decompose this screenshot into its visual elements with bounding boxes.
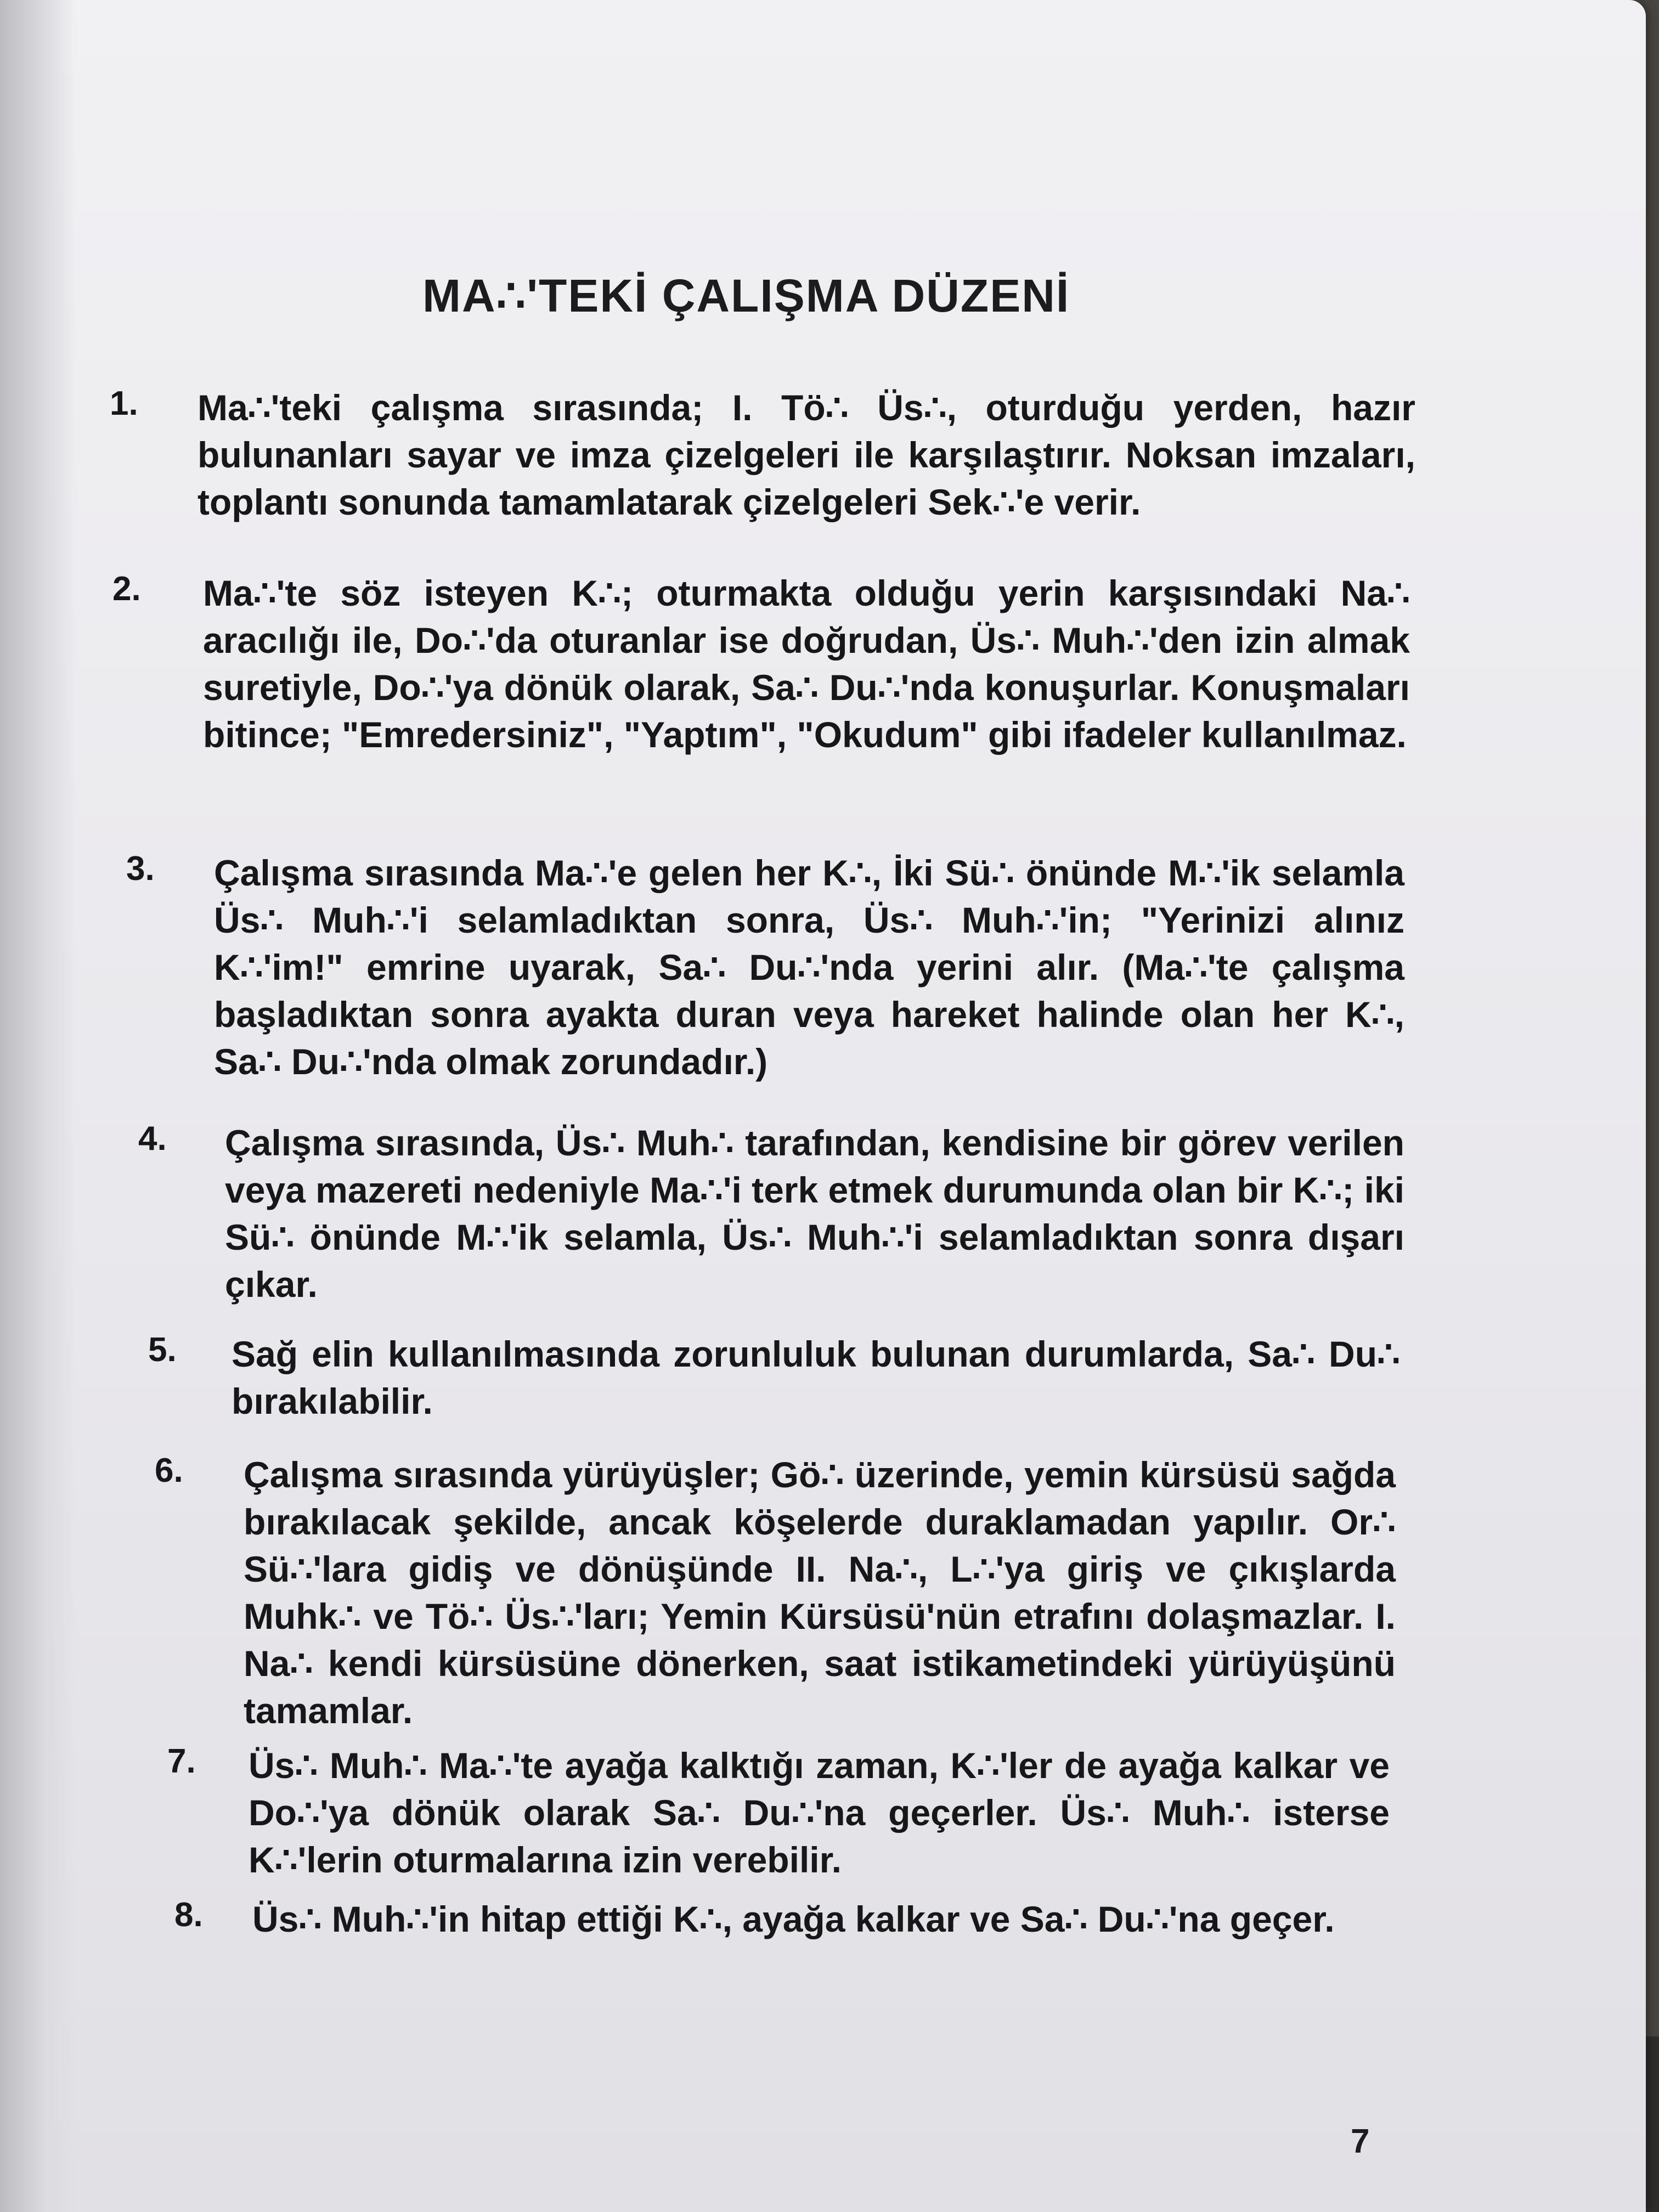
page-title: MA∴'TEKİ ÇALIŞMA DÜZENİ bbox=[422, 270, 1070, 321]
item-number: 7. bbox=[167, 1742, 196, 1780]
item-text: Çalışma sırasında Ma∴'e gelen her K∴, İki Sü∴ önünde M∴'ik selamla Üs∴ Muh∴'i selamladıktan sonra, Üs∴ Muh∴'in; "Yerinizi alınız K∴'im!" emrine uyarak, Sa∴ Du∴'nda yerini alır. (Ma∴'te çalışma başladıktan sonra ayakta duran veya hareket halinde olan her K∴, Sa∴ Du∴'nda olmak zorundadır.) bbox=[214, 853, 1404, 1082]
item-text: Üs∴ Muh∴'in hitap ettiği K∴, ayağa kalkar ve Sa∴ Du∴'na geçer. bbox=[252, 1899, 1335, 1939]
item-number: 1. bbox=[110, 385, 138, 422]
item-number: 8. bbox=[174, 1896, 203, 1934]
page-spine-shadow bbox=[0, 0, 77, 2212]
item-text: Üs∴ Muh∴ Ma∴'te ayağa kalktığı zaman, K∴'ler de ayağa kalkar ve Do∴'ya dönük olarak Sa∴ Du∴'na geçerler. Üs∴ Muh∴ isterse K∴'lerin oturmalarına izin verebilir. bbox=[249, 1745, 1390, 1880]
item-number: 4. bbox=[138, 1120, 167, 1158]
item-text: Çalışma sırasında yürüyüşler; Gö∴ üzerinde, yemin kürsüsü sağda bırakılacak şekilde, ancak köşelerde duraklamadan yapılır. Or∴ Sü∴'lara gidiş ve dönüşünde II. Na∴, L∴'ya giriş ve çıkışlarda Muhk∴ ve Tö∴ Üs∴'ları; Yemin Kürsüsü'nün etrafını dolaşmazlar. I. Na∴ kendi kürsüsüne dönerken, saat istikametindeki yürüyüşünü tamamlar. bbox=[244, 1454, 1396, 1731]
item-number: 6. bbox=[155, 1452, 183, 1489]
item-number: 3. bbox=[126, 850, 155, 888]
item-number: 5. bbox=[148, 1331, 177, 1369]
page-number: 7 bbox=[1351, 2123, 1370, 2160]
item-text: Ma∴'te söz isteyen K∴; oturmakta olduğu yerin karşısındaki Na∴ aracılığı ile, Do∴'da oturanlar ise doğrudan, Üs∴ Muh∴'den izin almak suretiyle, Do∴'ya dönük olarak, Sa∴ Du∴'nda konuşurlar. Konuşmaları bitince; "Emredersiniz", "Yaptım", "Okudum" gibi ifadeler kullanılmaz. bbox=[203, 573, 1410, 755]
item-text: Çalışma sırasında, Üs∴ Muh∴ tarafından, kendisine bir görev verilen veya mazereti nedeniyle Ma∴'i terk etmek durumunda olan bir K∴; iki Sü∴ önünde M∴'ik selamla, Üs∴ Muh∴'i selamladıktan sonra dışarı çıkar. bbox=[225, 1122, 1404, 1305]
item-text: Sağ elin kullanılmasında zorunluluk bulunan durumlarda, Sa∴ Du∴ bırakılabilir. bbox=[232, 1334, 1400, 1421]
item-number: 2. bbox=[112, 570, 141, 608]
item-text: Ma∴'teki çalışma sırasında; I. Tö∴ Üs∴, oturduğu yerden, hazır bulunanları sayar ve imza çizelgeleri ile karşılaştırır. Noksan imzaları, toplantı sonunda tamamlatarak çizelgeleri Sek∴'e verir. bbox=[198, 387, 1415, 522]
